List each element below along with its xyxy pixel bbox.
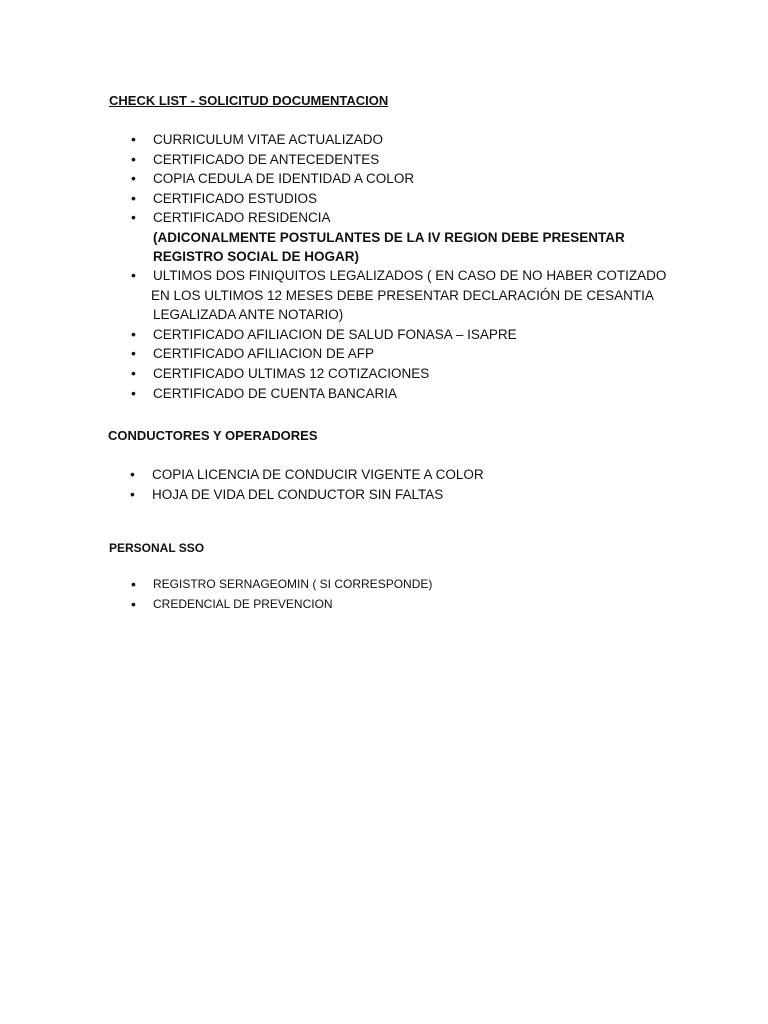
bullet-icon: •	[131, 131, 136, 147]
bullet-icon: •	[131, 576, 136, 592]
list-item-text: CERTIFICADO DE ANTECEDENTES	[153, 151, 380, 167]
list-item-text: HOJA DE VIDA DEL CONDUCTOR SIN FALTAS	[152, 486, 444, 502]
bullet-icon: •	[131, 364, 136, 381]
list-item-text: CERTIFICADO ESTUDIOS	[153, 190, 318, 206]
list-item-text: COPIA LICENCIA DE CONDUCIR VIGENTE A COLOR	[152, 467, 484, 482]
documents-checklist	[131, 130, 666, 403]
list-item	[131, 344, 666, 364]
finiquitos-continuation-line-1: EN LOS ULTIMOS 12 MESES DEBE PRESENTAR DECLARACIÓN DE CESANTIA	[151, 287, 654, 303]
bullet-icon: •	[131, 266, 136, 283]
list-item-text: CERTIFICADO RESIDENCIA	[153, 210, 331, 226]
list-item	[131, 575, 432, 595]
bullet-icon: •	[131, 384, 136, 401]
bullet-icon: •	[131, 189, 136, 206]
list-item	[131, 325, 666, 345]
list-item-text: CERTIFICADO ULTIMAS 12 COTIZACIONES	[153, 365, 430, 381]
bullet-icon: •	[131, 150, 136, 167]
bullet-icon: •	[130, 466, 135, 482]
list-item	[130, 485, 484, 505]
list-item-text: ULTIMOS DOS FINIQUITOS LEGALIZADOS ( EN CASO DE NO HABER COTIZADO	[153, 267, 667, 283]
list-item	[130, 465, 484, 485]
list-item-text: COPIA CEDULA DE IDENTIDAD A COLOR	[153, 171, 415, 187]
list-item	[131, 208, 666, 266]
checklist-title: CHECK LIST - SOLICITUD DOCUMENTACION	[109, 93, 389, 108]
residencia-note-line-1: (ADICONALMENTE POSTULANTES DE LA IV REGION DEBE PRESENTAR	[153, 229, 625, 245]
list-item	[131, 130, 666, 150]
list-item	[131, 384, 666, 404]
sso-checklist	[131, 575, 432, 614]
list-item-text: CERTIFICADO AFILIACION DE AFP	[153, 346, 375, 362]
list-item-text: CERTIFICADO AFILIACION DE SALUD FONASA – ISAPRE	[153, 326, 517, 342]
list-item	[131, 169, 666, 189]
list-item	[131, 266, 666, 325]
finiquitos-continuation-line-2: LEGALIZADA ANTE NOTARIO)	[153, 307, 344, 323]
bullet-icon: •	[131, 209, 136, 226]
residencia-note-line-2: REGISTRO SOCIAL DE HOGAR)	[153, 248, 360, 264]
list-item	[131, 150, 666, 170]
bullet-icon: •	[131, 325, 136, 342]
section-title-sso: PERSONAL SSO	[109, 541, 205, 555]
conductores-checklist	[130, 465, 484, 504]
list-item-text: REGISTRO SERNAGEOMIN ( SI CORRESPONDE)	[153, 577, 433, 591]
list-item-text: CREDENCIAL DE PREVENCION	[153, 596, 333, 611]
bullet-icon: •	[131, 595, 136, 612]
bullet-icon: •	[131, 345, 136, 362]
list-item-text: CURRICULUM VITAE ACTUALIZADO	[153, 132, 384, 147]
list-item	[131, 189, 666, 209]
bullet-icon: •	[130, 485, 135, 502]
list-item	[131, 364, 666, 384]
list-item	[131, 595, 432, 615]
list-item-text: CERTIFICADO DE CUENTA BANCARIA	[153, 385, 398, 401]
bullet-icon: •	[131, 170, 136, 187]
section-title-conductores: CONDUCTORES Y OPERADORES	[108, 428, 318, 443]
